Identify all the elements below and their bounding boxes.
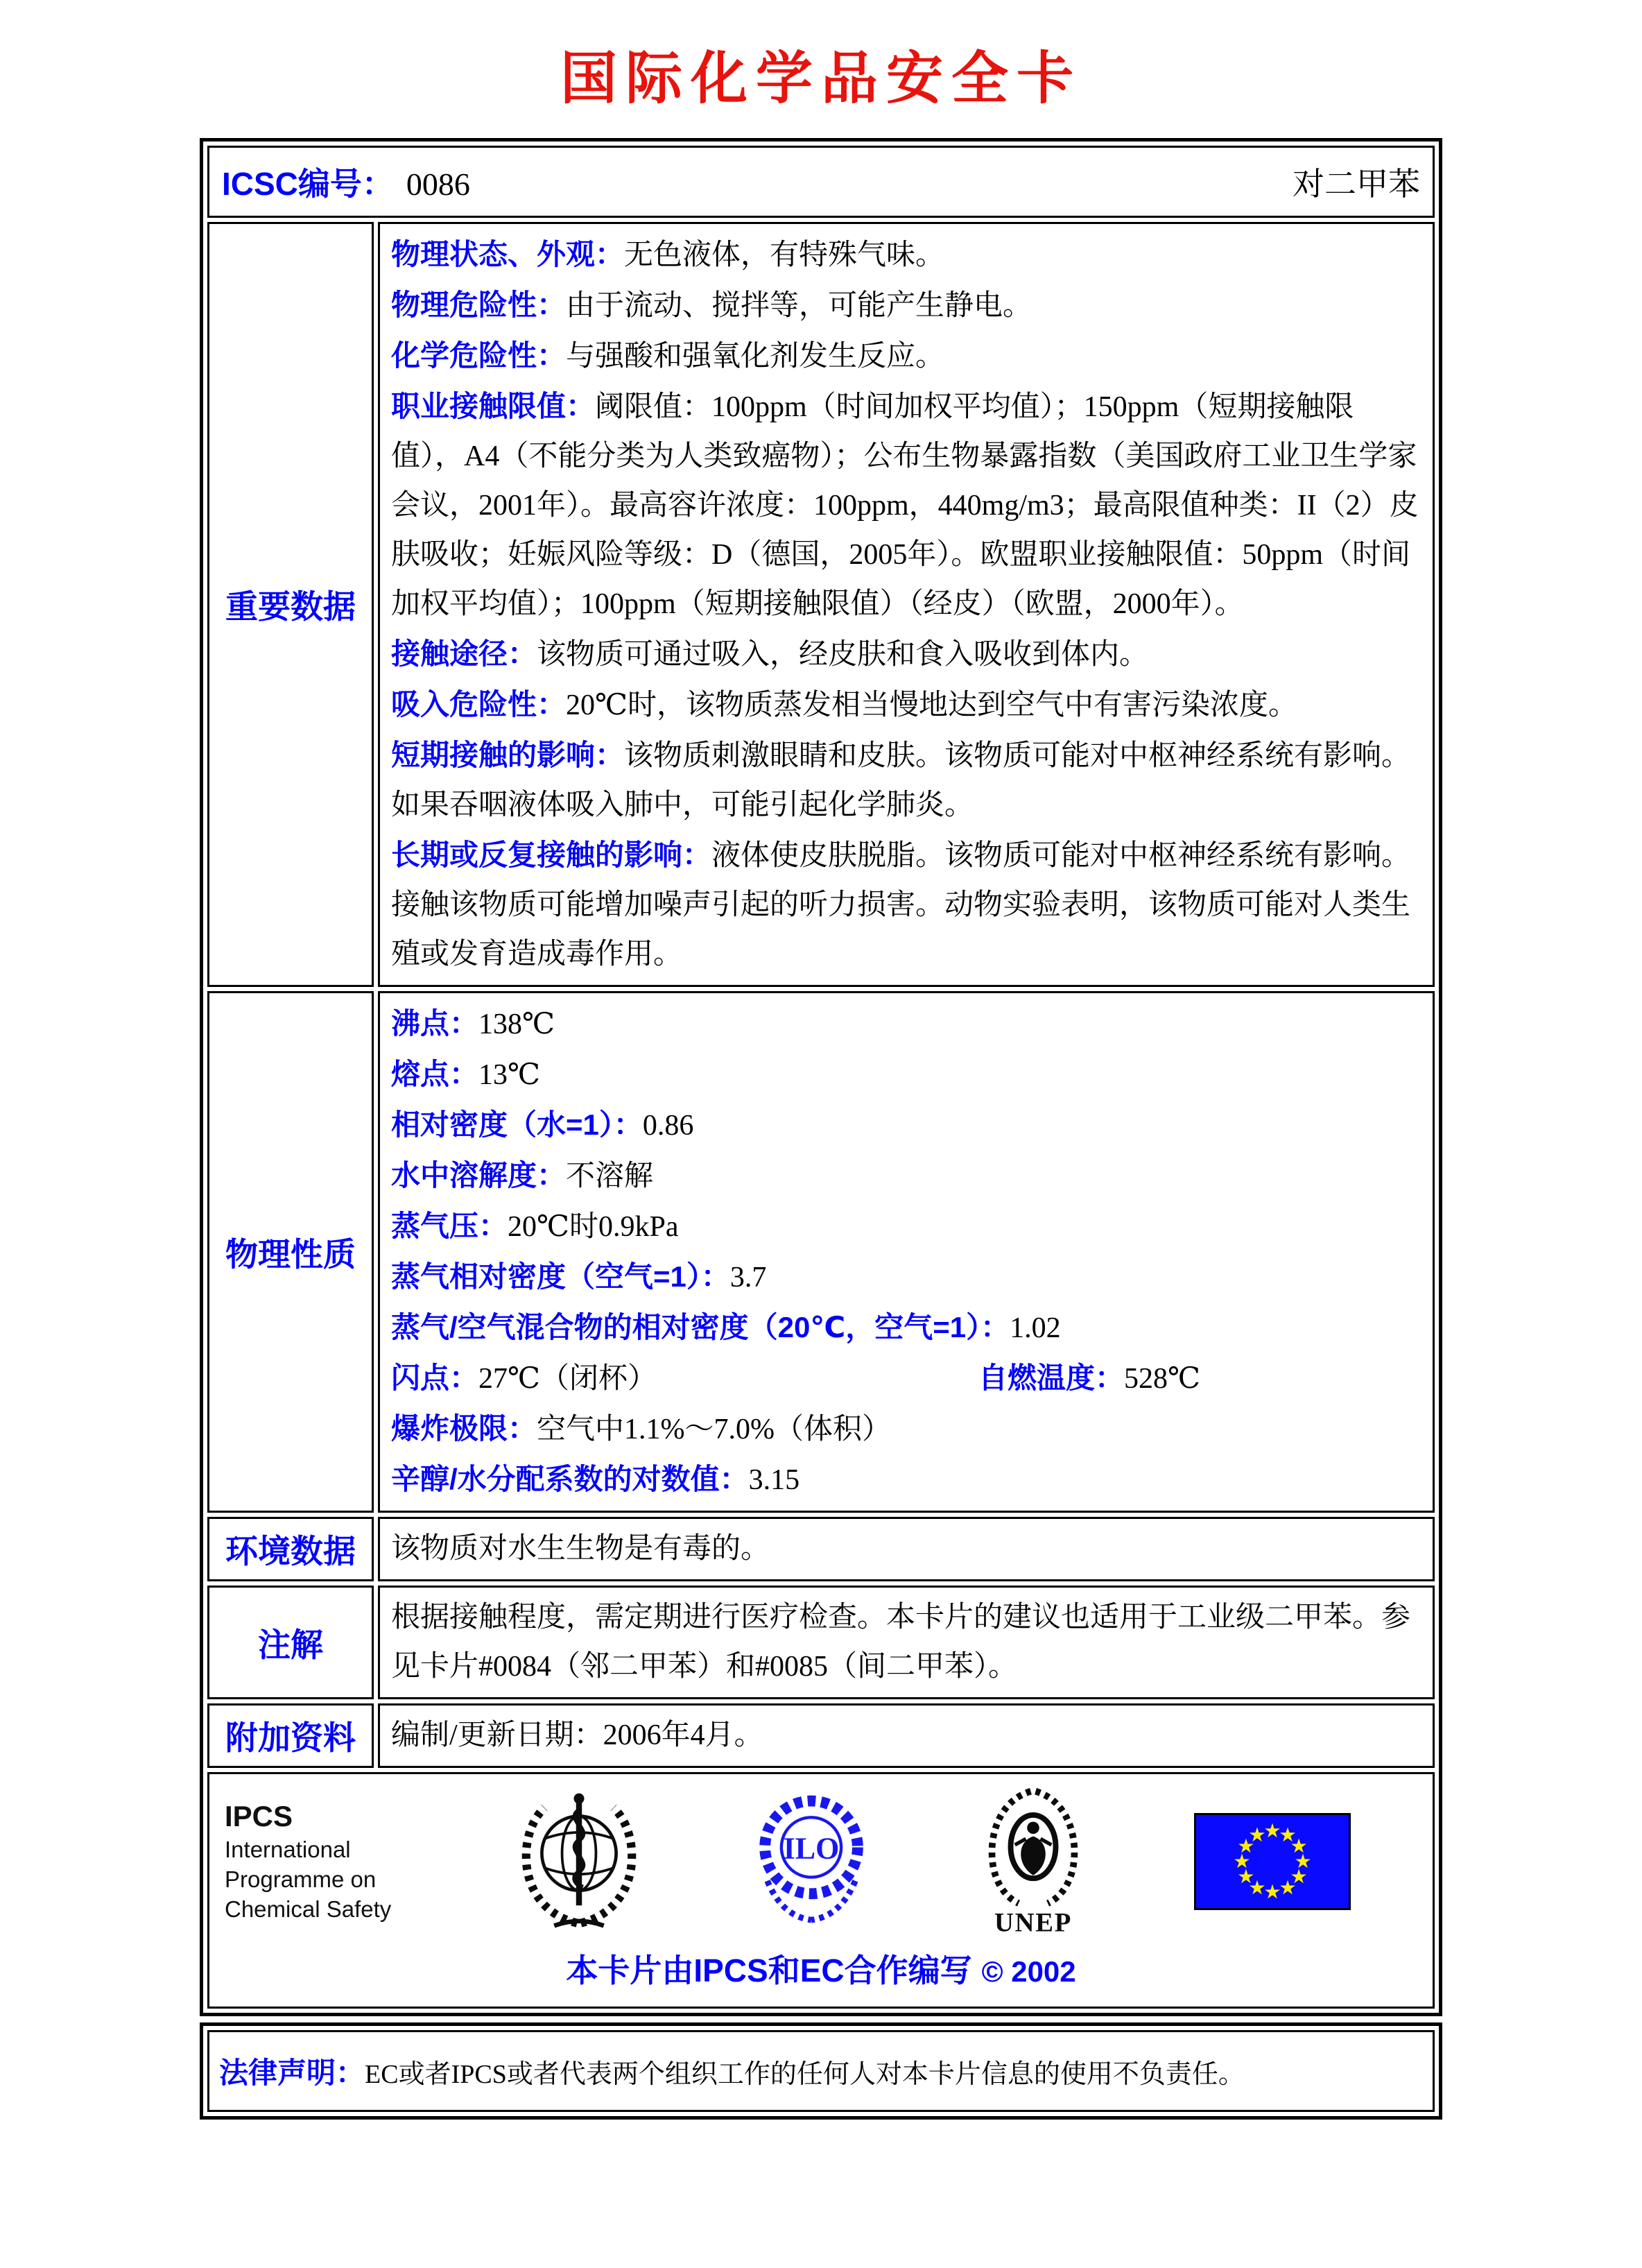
property-line: 水中溶解度：不溶解 [391, 1159, 654, 1192]
section-label-additional-info: 附加资料 [207, 1703, 374, 1768]
ipcs-block [225, 1798, 433, 1924]
physical-properties-content [378, 991, 1435, 1513]
ipcs-logos-row [207, 1772, 1435, 2009]
important-data-row [207, 222, 1435, 987]
data-paragraph: 物理危险性：由于流动、搅拌等，可能产生静电。 [391, 289, 1032, 322]
property-line: 爆炸极限：空气中1.1%～7.0%（体积） [391, 1412, 891, 1445]
data-paragraph: 短期接触的影响：该物质刺激眼睛和皮肤。该物质可能对中枢神经系统有影响。如果吞咽液体吸入肺中，可能引起化学肺炎。 [391, 739, 1411, 821]
legal-row [207, 2030, 1435, 2112]
data-paragraph: 长期或反复接触的影响：液体使皮肤脱脂。该物质可能对中枢神经系统有影响。接触该物质可能增加噪声引起的听力损害。动物实验表明，该物质可能对人类生殖或发育造成毒作用。 [391, 839, 1411, 970]
ipcs-subtitle-line: Programme on [225, 1866, 377, 1892]
notes-content: 根据接触程度，需定期进行医疗检查。本卡片的建议也适用于工业级二甲苯。参见卡片#0084（邻二甲苯）和#0085（间二甲苯）。 [378, 1586, 1435, 1699]
svg-text:UNEP: UNEP [994, 1908, 1072, 1935]
svg-text:ILO: ILO [783, 1830, 839, 1865]
legal-label: 法律声明： [219, 2056, 365, 2089]
copyright: © 2002 [981, 1955, 1076, 1988]
page-title: 国际化学品安全卡 [560, 47, 1082, 110]
additional-info-row [207, 1703, 1435, 1768]
icsc-number-value: 0086 [406, 166, 470, 202]
eu-flag-stars [1196, 1815, 1349, 1908]
additional-info-content: 编制/更新日期：2006年4月。 [378, 1703, 1435, 1768]
property-line: 辛醇/水分配系数的对数值：3.15 [391, 1463, 800, 1496]
ipcs-title: IPCS [225, 1800, 293, 1832]
unep-logo-icon [978, 1784, 1088, 1939]
section-label-physical-properties: 物理性质 [207, 991, 374, 1513]
who-logo-icon [514, 1788, 644, 1935]
icsc-card-table [200, 138, 1442, 2016]
data-paragraph: 吸入危险性：20℃时，该物质蒸发相当慢地达到空气中有害污染浓度。 [391, 688, 1298, 721]
footer-note: 本卡片由IPCS和EC合作编写 © 2002 [566, 1952, 1076, 1988]
property-line: 蒸气压：20℃时0.9kPa [391, 1210, 679, 1243]
property-line: 熔点：13℃ [391, 1058, 540, 1091]
section-label-important-data: 重要数据 [207, 222, 374, 987]
environmental-data-content: 该物质对水生生物是有毒的。 [378, 1517, 1435, 1581]
property-line: 沸点：138℃ [391, 1007, 555, 1040]
section-label-notes: 注解 [207, 1586, 374, 1699]
chemical-name: 对二甲苯 [1293, 166, 1420, 202]
logo-strip [433, 1784, 1403, 1939]
ipcs-subtitle-line: International [225, 1837, 351, 1862]
data-paragraph: 职业接触限值：阈限值：100ppm（时间加权平均值）；150ppm（短期接触限值），A4（不能分类为人类致癌物）；公布生物暴露指数（美国政府工业卫生学家会议，2001年）。最高容许浓度：100ppm，440mg/m3；最高限值种类：II（2）皮肤吸收；妊娠风险等级：D（德国，2005年）。欧盟职业接触限值：50ppm（时间加权平均值）；100ppm（短期接触限值）（经皮）（欧盟，2000年）。 [391, 390, 1419, 620]
legal-table [200, 2022, 1442, 2120]
important-data-content [378, 222, 1435, 987]
property-line: 相对密度（水=1）：0.86 [391, 1108, 694, 1142]
property-line: 蒸气相对密度（空气=1）：3.7 [391, 1260, 767, 1294]
physical-properties-row [207, 991, 1435, 1513]
data-paragraph: 化学危险性：与强酸和强氧化剂发生反应。 [391, 339, 945, 372]
icsc-number-row [207, 146, 1435, 218]
property-line: 蒸气/空气混合物的相对密度（20℃，空气=1）：1.02 [391, 1311, 1061, 1344]
legal-text: EC或者IPCS或者代表两个组织工作的任何人对本卡片信息的使用不负责任。 [365, 2060, 1245, 2089]
eu-flag-icon [1194, 1813, 1351, 1910]
property-line: 闪点：27℃（闭杯） 自燃温度：528℃ [391, 1361, 1201, 1395]
data-paragraph: 接触途径：该物质可通过吸入，经皮肤和食入吸收到体内。 [391, 637, 1149, 671]
icsc-number-label: ICSC编号： [222, 166, 394, 202]
environmental-data-row [207, 1517, 1435, 1581]
notes-row [207, 1586, 1435, 1699]
ipcs-subtitle-line: Chemical Safety [225, 1896, 392, 1922]
data-paragraph: 物理状态、外观：无色液体，有特殊气味。 [391, 238, 945, 271]
ilo-logo-icon [750, 1788, 872, 1935]
section-label-environmental-data: 环境数据 [207, 1517, 374, 1581]
